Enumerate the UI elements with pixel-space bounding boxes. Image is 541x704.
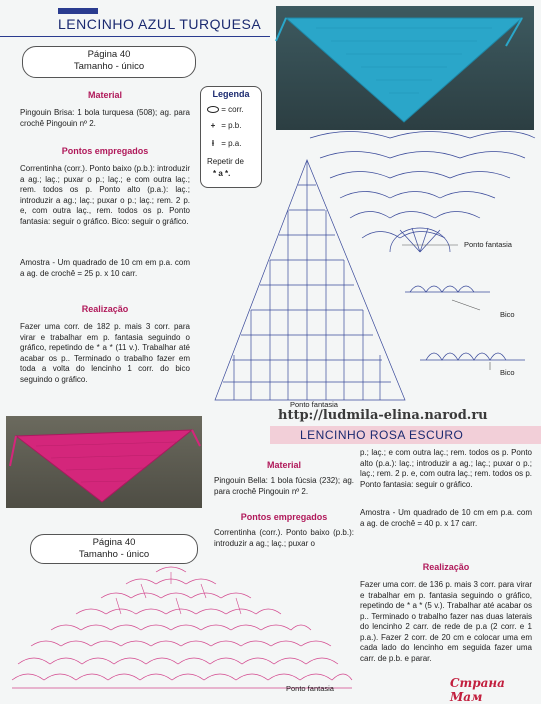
bottom-title-bar — [270, 426, 541, 444]
top-info-box — [22, 46, 196, 78]
single-crochet-symbol-icon: + — [210, 121, 216, 130]
bottom-watermark-logo: Страна Мам — [450, 676, 505, 704]
legend-repeat-label: Repetir de — [207, 157, 244, 166]
legend-pb-label: = p.b. — [221, 121, 242, 130]
top-material-heading: Material — [87, 90, 122, 100]
bottom-stitches-text-cont: p.; laç.; e com outra laç.; rem. todos os p. Ponto alto (p.a.): laç.; introduzir a ag.; laç.; puxar o p.; laç.; rem. 2 p. e, com outra laç.; rem. todos os p. Ponto fantasia: seguir o gráfico. — [360, 448, 532, 489]
top-label-fantasia-2: Ponto fantasia — [290, 400, 338, 409]
turquoise-scarf-image — [276, 6, 534, 130]
legend-heading: Legenda — [212, 89, 250, 99]
pink-fan-rows — [12, 567, 352, 688]
top-label-fantasia: Ponto fantasia — [464, 240, 512, 249]
top-stitches-text: Correntinha (corr.). Ponto baixo (p.b.): introduzir a ag.; laç.; puxar o p.; laç.; e com outra laç.; rem. todos os p. Ponto alto (p.a.): laç.; introduzir a ag.; laç.; puxar o p.; laç.; rem. 2 p. e, com outra laç., rem. todos os p. Ponto fantasia: seguir o gráfico. Bico: seguir o gráfico. — [20, 164, 190, 226]
bottom-stitches-heading: Pontos empregados — [240, 512, 328, 522]
legend-pa-label: = p.a. — [221, 139, 242, 148]
chain-symbol-icon — [207, 106, 219, 113]
bottom-stitches-text: Correntinha (corr.). Ponto baixo (p.b.): introduzir a ag.; laç.; puxar o — [214, 528, 354, 548]
bottom-title: LENCINHO ROSA ESCURO — [300, 428, 464, 442]
top-label-bico-1: Bico — [500, 310, 515, 319]
pink-scarf-image — [6, 416, 202, 508]
turquoise-crochet-chart — [190, 130, 540, 420]
top-sample-text: Amostra - Um quadrado de 10 cm em p.a. com a ag. de crochê = 25 p. x 10 carr. — [20, 258, 190, 278]
top-title: LENCINHO AZUL TURQUESA — [58, 16, 262, 32]
top-realization-heading: Realização — [81, 304, 129, 314]
legend-row-pb — [207, 121, 241, 130]
pink-scarf-photo — [6, 416, 202, 508]
fan-stitch-chart — [310, 132, 535, 253]
bottom-realization-heading: Realização — [422, 562, 470, 572]
edging-chart — [405, 286, 525, 360]
top-label-bico-2: Bico — [500, 368, 515, 377]
top-stitches-heading: Pontos empregados — [61, 146, 149, 156]
pink-crochet-chart — [6, 566, 356, 696]
top-page-number: Página 40 — [87, 49, 131, 60]
legend-row-corr — [207, 105, 244, 114]
top-realization-text: Fazer uma corr. de 182 p. mais 3 corr. para virar e trabalhar em p. fantasia seguindo o gráfico, repetindo de * a * (11 v.). Trabalhar até acabar os p.. Terminado o trabalho fazer em toda a volta do lencinho 1 corr. do bico seguindo o gráfico. — [20, 322, 190, 384]
turquoise-scarf-photo — [276, 6, 534, 130]
bottom-material-text: Pingouin Bella: 1 bola fúcsia (232); ag. para crochê Pingouin nº 2. — [214, 476, 354, 496]
top-material-text: Pingouin Brisa: 1 bola turquesa (508); ag. para crochê Pingouin nº 2. — [20, 108, 190, 128]
legend-corr-label: = corr. — [221, 105, 244, 114]
triangle-grid — [215, 160, 405, 400]
bottom-material-heading: Material — [266, 460, 301, 470]
bottom-page-number: Página 40 — [92, 537, 136, 548]
bottom-size: Tamanho - único — [78, 549, 150, 560]
site-url-watermark: http://ludmila-elina.narod.ru — [278, 408, 488, 423]
title-accent — [58, 8, 98, 14]
label-leaders — [402, 245, 490, 370]
legend-repeat-symbols: * a *. — [213, 169, 231, 178]
bottom-sample-text: Amostra - Um quadrado de 10 cm em p.a. com a ag. de crochê = 40 p. x 17 carr. — [360, 508, 532, 528]
top-title-bar — [0, 14, 270, 37]
bottom-realization-text: Fazer uma corr. de 136 p. mais 3 corr. para virar e trabalhar em p. fantasia seguindo o gráfico, repetindo de * a * (5 v.). Trabalhar até acabar os p.. Terminado o trabalho fazer nas duas laterais do lencinho 2 carr. de rede de p.a (2 corr. e 1 p.a.). Fazer 2 corr. de 20 cm e colocar uma em cada lado do lencinho em seguida fazer uma carr. de p.b. e parar. — [360, 580, 532, 663]
bottom-info-box — [30, 534, 198, 564]
bottom-label-fantasia: Ponto fantasia — [286, 684, 334, 693]
double-crochet-symbol-icon: ƚ — [211, 139, 215, 148]
top-size: Tamanho - único — [73, 61, 145, 72]
